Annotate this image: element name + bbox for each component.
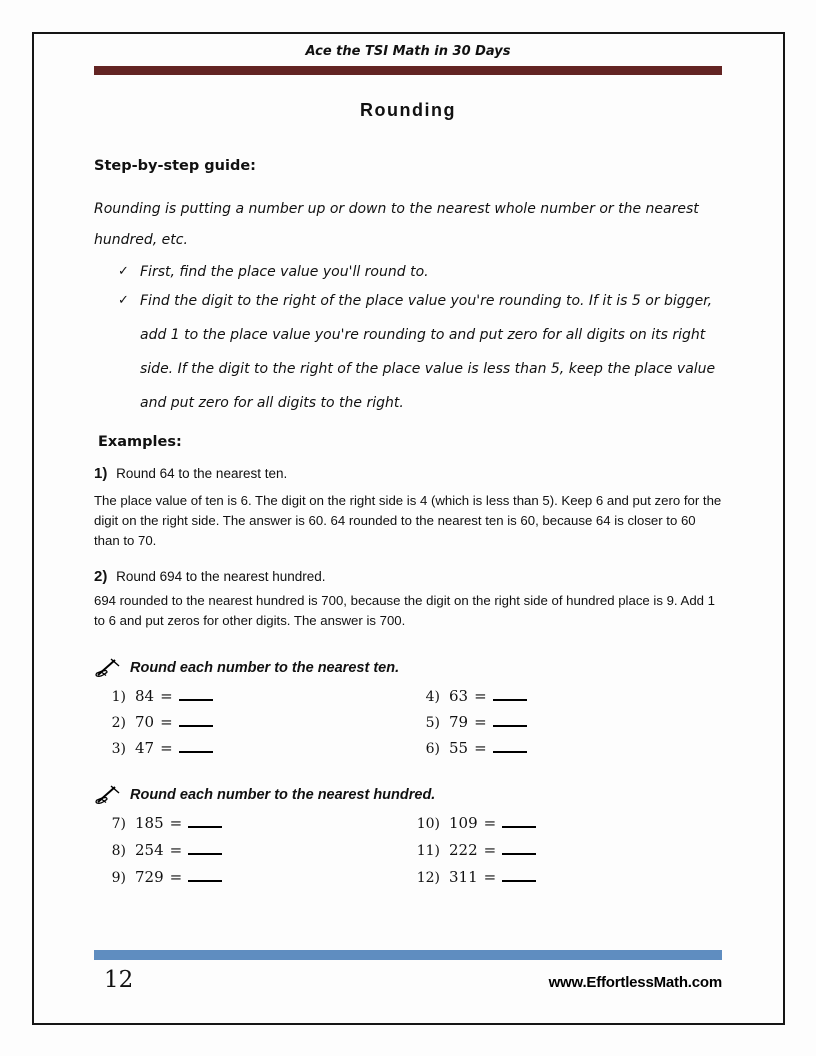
example-title: [94, 568, 722, 585]
exercise-instruction: Round each number to the nearest hundred.: [130, 787, 436, 803]
exercise-item: [94, 713, 408, 731]
exercise-instruction: Round each number to the nearest ten.: [130, 660, 400, 676]
guide-heading: Step-by-step guide:: [94, 158, 256, 174]
writing-hand-icon: [94, 785, 120, 805]
answer-blank: [179, 688, 213, 701]
exercise-item: [94, 739, 408, 757]
answer-blank: [493, 714, 527, 727]
item-value: 79: [449, 713, 469, 731]
bullet-text: Find the digit to the right of the place value you're rounding to. If it is 5 or bigger, add 1 to the place value you're rounding to and put zero for all digits on its right side. If the digit to the right of the place value is less than 5, keep the place value and put zero for all digits to the right.: [140, 293, 716, 411]
answer-blank: [188, 815, 222, 828]
equals-sign: =: [474, 687, 487, 705]
exercise-item: [94, 868, 408, 886]
writing-hand-icon: [94, 658, 120, 678]
guide-bullet: [94, 260, 722, 284]
item-value: 55: [449, 739, 469, 757]
guide-bullet-list: [94, 260, 722, 420]
answer-blank: [502, 815, 536, 828]
item-number: 5): [425, 715, 440, 731]
example-block: [94, 465, 722, 551]
equals-sign: =: [483, 841, 497, 859]
exercise-items-grid: [94, 814, 722, 895]
answer-blank: [188, 842, 222, 855]
item-value: 729: [135, 868, 164, 886]
equals-sign: =: [160, 713, 173, 731]
exercise-item: [408, 814, 722, 832]
item-value: 47: [135, 739, 155, 757]
item-number: 10): [416, 816, 440, 832]
item-value: 222: [449, 841, 478, 859]
page-title: Rounding: [360, 100, 456, 120]
equals-sign: =: [483, 868, 497, 886]
item-value: 311: [449, 868, 478, 886]
answer-blank: [502, 869, 536, 882]
item-value: 254: [135, 841, 164, 859]
exercise-item: [408, 713, 722, 731]
answer-blank: [502, 842, 536, 855]
equals-sign: =: [160, 739, 173, 757]
item-number: 6): [425, 741, 440, 757]
example-number: 2): [94, 568, 108, 585]
item-number: 9): [111, 870, 126, 886]
example-block: [94, 568, 722, 631]
item-number: 2): [111, 715, 126, 731]
equals-sign: =: [169, 814, 183, 832]
answer-blank: [188, 869, 222, 882]
item-number: 12): [416, 870, 440, 886]
example-number: 1): [94, 465, 108, 482]
exercise-item: [408, 739, 722, 757]
item-number: 8): [111, 843, 126, 859]
example-solution: 694 rounded to the nearest hundred is 700, because the digit on the right side of hundred place is 9. Add 1 to 6 and put zeros for other digits. The answer is 700.: [94, 593, 715, 628]
item-value: 109: [449, 814, 478, 832]
page-number: 12: [104, 967, 134, 993]
checkmark-icon: ✓: [118, 293, 129, 308]
examples-heading: Examples:: [98, 434, 182, 450]
exercise-item: [94, 841, 408, 859]
exercise-item: [408, 868, 722, 886]
item-number: 7): [111, 816, 126, 832]
exercise-item: [408, 841, 722, 859]
item-number: 1): [111, 689, 126, 705]
item-number: 3): [111, 741, 126, 757]
item-value: 70: [135, 713, 155, 731]
answer-blank: [493, 740, 527, 753]
item-value: 63: [449, 687, 469, 705]
exercise-item: [94, 814, 408, 832]
running-header-title: Ace the TSI Math in 30 Days: [305, 44, 511, 59]
answer-blank: [179, 714, 213, 727]
example-prompt: Round 64 to the nearest ten.: [116, 466, 288, 481]
equals-sign: =: [474, 713, 487, 731]
exercise-header: [94, 785, 722, 805]
website-link[interactable]: www.EffortlessMath.com: [548, 974, 722, 991]
equals-sign: =: [483, 814, 497, 832]
bullet-text: First, find the place value you'll round to.: [140, 264, 429, 280]
guide-bullet: [94, 284, 722, 420]
item-value: 185: [135, 814, 164, 832]
item-number: 4): [425, 689, 440, 705]
equals-sign: =: [169, 868, 183, 886]
exercise-item: [408, 687, 722, 705]
answer-blank: [493, 688, 527, 701]
example-prompt: Round 694 to the nearest hundred.: [116, 569, 326, 584]
checkmark-icon: ✓: [118, 264, 129, 279]
footer-rule: [94, 950, 722, 960]
item-number: 11): [416, 843, 440, 859]
answer-blank: [179, 740, 213, 753]
exercise-header: [94, 658, 722, 678]
exercise-section-nearest-ten: [94, 658, 722, 765]
example-solution: The place value of ten is 6. The digit on the right side is 4 (which is less than 5). Keep 6 and put zero for the digit on the right side. The answer is 60. 64 rounded to the nearest ten is 60, because 64 is closer to 60 than to 70.: [94, 493, 722, 548]
equals-sign: =: [160, 687, 173, 705]
item-value: 84: [135, 687, 155, 705]
equals-sign: =: [169, 841, 183, 859]
exercise-items-grid: [94, 687, 722, 765]
page-footer: [94, 950, 722, 993]
header-rule: [94, 66, 722, 75]
guide-intro: Rounding is putting a number up or down to the nearest whole number or the nearest hundred, etc.: [94, 201, 699, 248]
exercise-item: [94, 687, 408, 705]
equals-sign: =: [474, 739, 487, 757]
exercise-section-nearest-hundred: [94, 785, 722, 895]
example-title: [94, 465, 722, 482]
